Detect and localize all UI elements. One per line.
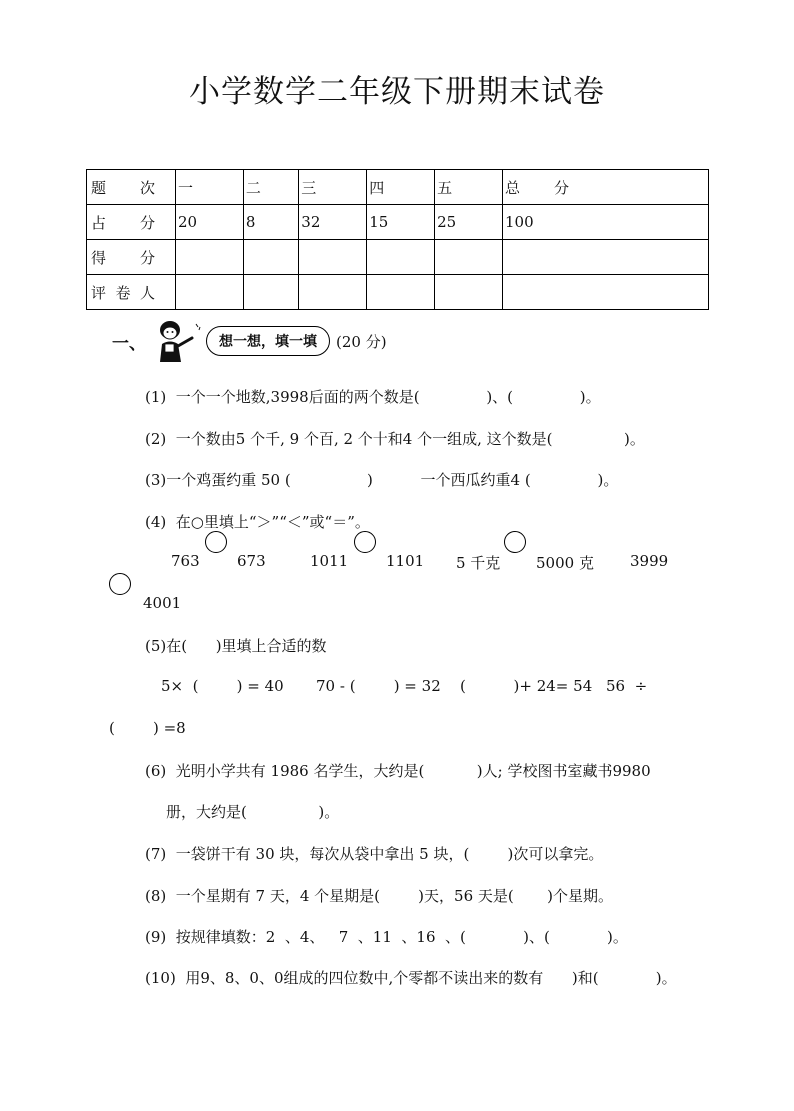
section-1-heading bbox=[112, 318, 387, 364]
score-cell[interactable] bbox=[176, 240, 244, 275]
equation: ( )+ 24= 54 bbox=[460, 677, 593, 695]
col-header-1: 一 bbox=[176, 170, 244, 205]
section-number: 一、 bbox=[112, 333, 146, 354]
equation: 56 ÷ bbox=[606, 677, 648, 695]
points-cell: 15 bbox=[367, 205, 435, 240]
col-header-total: 总 分 bbox=[503, 170, 709, 205]
compare-circle[interactable] bbox=[354, 531, 376, 553]
question-10: (10) 用9、8、0、0组成的四位数中,个零都不读出来的数有 )和( )。 bbox=[145, 969, 677, 987]
compare-circle[interactable] bbox=[109, 573, 131, 595]
grader-cell[interactable] bbox=[435, 275, 503, 310]
question-3: (3)一个鸡蛋约重 50 ( ) 一个西瓜约重4 ( )。 bbox=[145, 471, 619, 489]
compare-circle[interactable] bbox=[205, 531, 227, 553]
question-4: (4) 在○里填上“＞”“＜”或“＝”。 bbox=[145, 513, 370, 531]
row-label-points: 占 分 bbox=[87, 205, 176, 240]
points-cell: 100 bbox=[503, 205, 709, 240]
question-5: (5)在( )里填上合适的数 bbox=[145, 637, 327, 655]
compare-number: 3999 bbox=[630, 552, 669, 570]
row-label-score: 得 分 bbox=[87, 240, 176, 275]
compare-number: 673 bbox=[237, 552, 266, 570]
compare-number: 1011 bbox=[310, 552, 349, 570]
col-header-3: 三 bbox=[299, 170, 367, 205]
question-6-continued: 册，大约是( )。 bbox=[166, 803, 340, 821]
compare-number: 1101 bbox=[386, 552, 425, 570]
points-cell: 32 bbox=[299, 205, 367, 240]
table-row-header bbox=[87, 170, 709, 205]
score-cell[interactable] bbox=[243, 240, 298, 275]
compare-circle[interactable] bbox=[504, 531, 526, 553]
score-cell[interactable] bbox=[435, 240, 503, 275]
grader-cell[interactable] bbox=[243, 275, 298, 310]
score-cell[interactable] bbox=[299, 240, 367, 275]
page-title: 小学数学二年级下册期末试卷 bbox=[189, 74, 605, 110]
question-9: (9) 按规律填数：2 、4、 7 、11 、16 、( )、( )。 bbox=[145, 928, 628, 946]
table-row-score bbox=[87, 240, 709, 275]
compare-number: 5000 克 bbox=[536, 554, 594, 572]
question-1: (1) 一个一个地数,3998后面的两个数是( )、( )。 bbox=[145, 388, 601, 406]
compare-number: 763 bbox=[171, 552, 200, 570]
points-cell: 20 bbox=[176, 205, 244, 240]
points-cell: 8 bbox=[243, 205, 298, 240]
points-cell: 25 bbox=[435, 205, 503, 240]
grader-cell[interactable] bbox=[299, 275, 367, 310]
question-2: (2) 一个数由5 个千, 9 个百, 2 个十和4 个一组成, 这个数是( )。 bbox=[145, 430, 645, 448]
question-6: (6) 光明小学共有 1986 名学生，大约是( )人; 学校图书室藏书9980 bbox=[145, 762, 651, 780]
col-header-2: 二 bbox=[243, 170, 298, 205]
question-7: (7) 一袋饼干有 30 块，每次从袋中拿出 5 块，( )次可以拿完。 bbox=[145, 845, 604, 863]
col-header-5: 五 bbox=[435, 170, 503, 205]
row-label-grader: 评 卷 人 bbox=[87, 275, 176, 310]
section-bubble: 想一想，填一填 bbox=[206, 326, 330, 356]
score-table bbox=[86, 169, 709, 310]
grader-cell[interactable] bbox=[176, 275, 244, 310]
row-label-question: 题 次 bbox=[87, 170, 176, 205]
equation: ( ) =8 bbox=[109, 719, 186, 737]
section-points: (20 分) bbox=[336, 332, 387, 351]
table-row-points bbox=[87, 205, 709, 240]
grader-cell[interactable] bbox=[367, 275, 435, 310]
score-cell[interactable] bbox=[367, 240, 435, 275]
thinking-person-icon bbox=[148, 318, 204, 364]
equation: 5× ( ) = 40 bbox=[161, 677, 284, 695]
compare-number: 5 千克 bbox=[456, 554, 501, 572]
score-cell[interactable] bbox=[503, 240, 709, 275]
question-8: (8) 一个星期有 7 天，4 个星期是( )天，56 天是( )个星期。 bbox=[145, 887, 613, 905]
table-row-grader bbox=[87, 275, 709, 310]
equation: 70 - ( ) = 32 bbox=[316, 677, 441, 695]
compare-number: 4001 bbox=[143, 594, 182, 612]
grader-cell[interactable] bbox=[503, 275, 709, 310]
col-header-4: 四 bbox=[367, 170, 435, 205]
